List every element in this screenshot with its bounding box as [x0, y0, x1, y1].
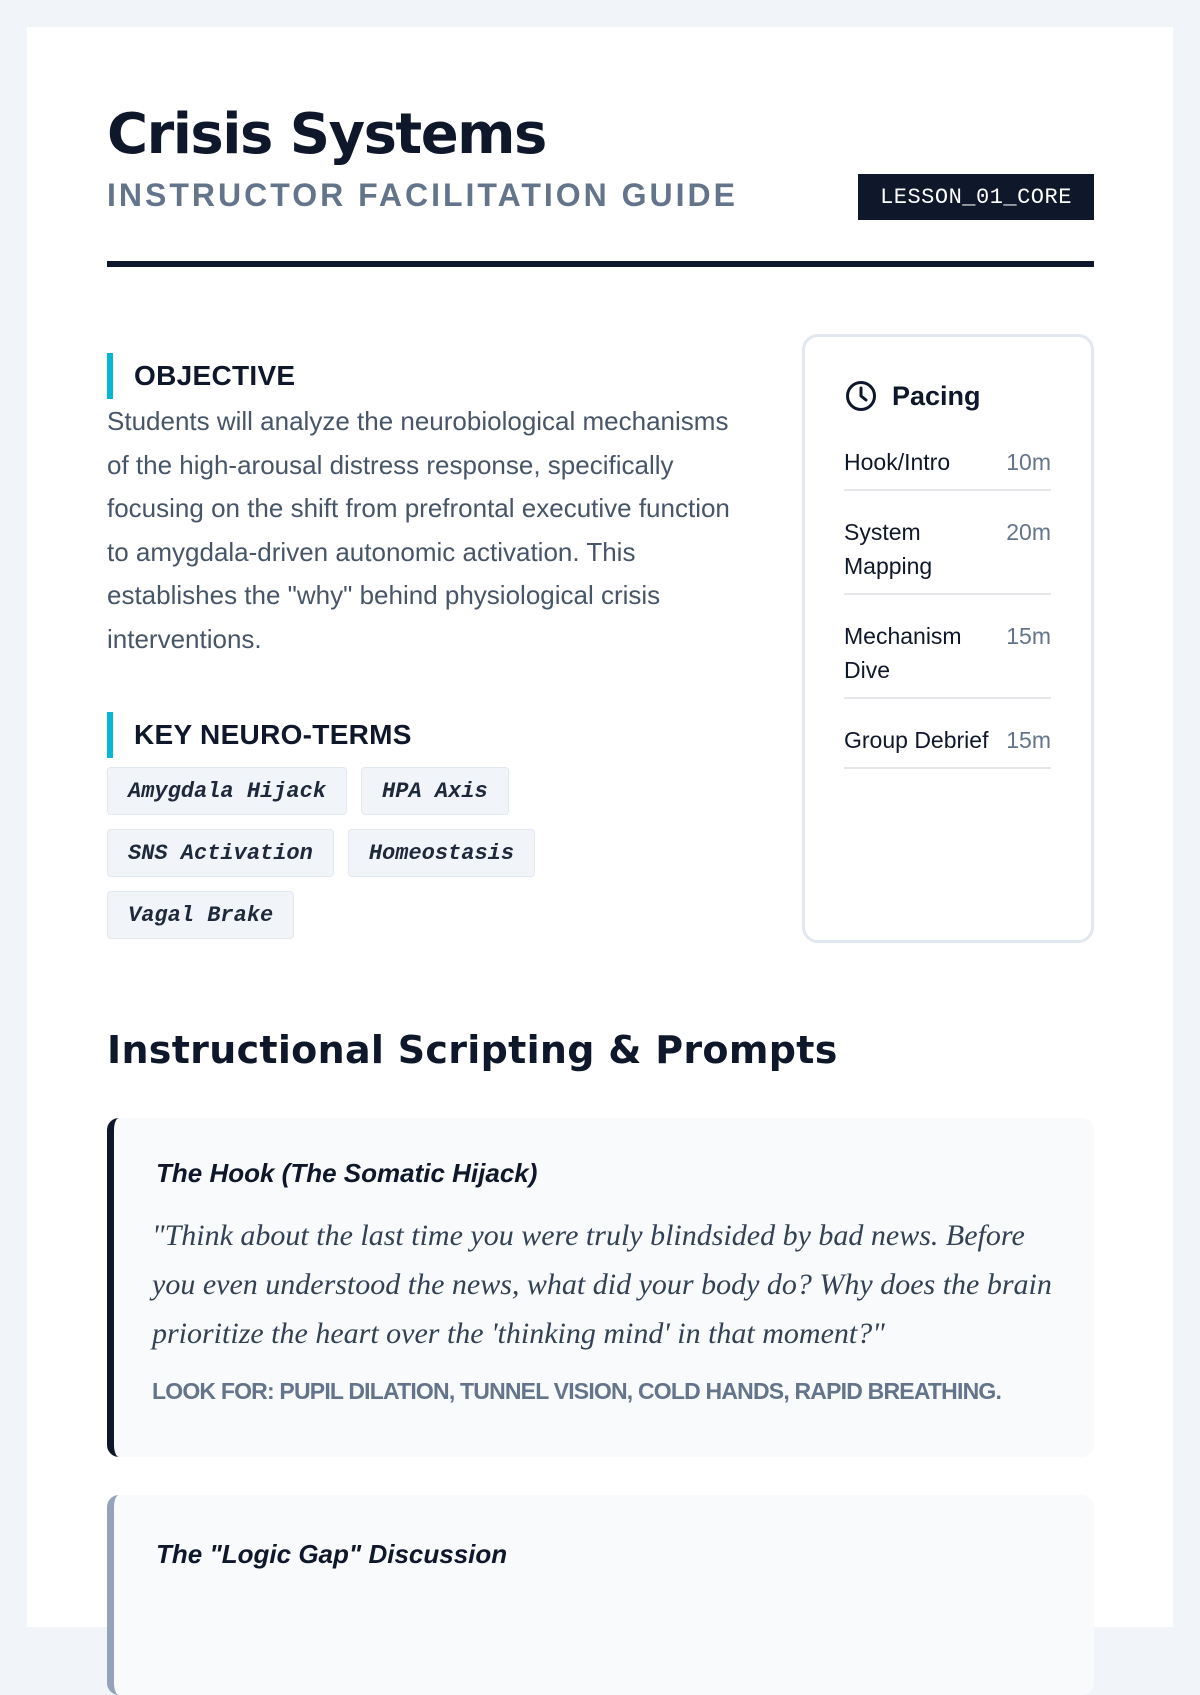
lesson-tag: LESSON_01_CORE	[858, 174, 1094, 220]
term-chip: Vagal Brake	[107, 891, 294, 939]
objective-heading-label: OBJECTIVE	[134, 360, 296, 391]
key-terms-heading	[107, 712, 412, 758]
pacing-heading	[844, 379, 981, 413]
script-card-title: The Hook (The Somatic Hijack)	[156, 1158, 538, 1188]
pacing-row	[844, 435, 1051, 491]
pacing-row	[844, 609, 1051, 699]
pacing-list	[844, 435, 1051, 783]
pacing-item-name: Mechanism Dive	[844, 623, 962, 683]
guide-page	[27, 27, 1173, 1627]
term-chip: Homeostasis	[348, 829, 535, 877]
scripting-heading: Instructional Scripting & Prompts	[107, 1028, 838, 1072]
accent-bar	[107, 712, 113, 758]
page-subtitle: INSTRUCTOR FACILITATION GUIDE	[107, 177, 738, 213]
pacing-heading-label: Pacing	[892, 380, 981, 411]
key-terms-list	[107, 767, 667, 953]
clock-icon	[844, 379, 878, 413]
term-chip: SNS Activation	[107, 829, 334, 877]
script-card-title: The "Logic Gap" Discussion	[156, 1539, 508, 1569]
pacing-item-name: System Mapping	[844, 519, 933, 579]
objective-text: Students will analyze the neurobiological mechanisms of the high-arousal distress response, specifically focusing on the shift from prefrontal executive function to amygdala-driven autonomic activation. This establishes the "why" behind physiological crisis interventions.	[107, 406, 730, 654]
key-terms-heading-label: KEY NEURO-TERMS	[134, 719, 412, 750]
pacing-item-time: 15m	[1006, 623, 1051, 649]
pacing-item-time: 20m	[1006, 519, 1051, 545]
pacing-row	[844, 505, 1051, 595]
page-content	[107, 27, 1094, 1627]
look-for-note: LOOK FOR: PUPIL DILATION, TUNNEL VISION, COLD HANDS, RAPID BREATHING.	[152, 1378, 1002, 1404]
script-quote: "Think about the last time you were truly blindsided by bad news. Before you even understood the news, what did your body do? Why does the brain prioritize the heart over the 'thinking mind' in that moment?"	[152, 1219, 1052, 1350]
script-card	[107, 1118, 1094, 1457]
term-chip: Amygdala Hijack	[107, 767, 347, 815]
pacing-row	[844, 713, 1051, 769]
script-card	[107, 1495, 1094, 1695]
pacing-item-name: Hook/Intro	[844, 449, 951, 475]
pacing-item-time: 15m	[1006, 727, 1051, 753]
pacing-item-name: Group Debrief	[844, 727, 989, 753]
term-chip: HPA Axis	[361, 767, 509, 815]
header-divider	[107, 261, 1094, 267]
accent-bar	[107, 353, 113, 399]
pacing-card	[802, 334, 1094, 943]
page-title: Crisis Systems	[107, 102, 546, 167]
objective-heading	[107, 353, 295, 399]
pacing-item-time: 10m	[1006, 449, 1051, 475]
